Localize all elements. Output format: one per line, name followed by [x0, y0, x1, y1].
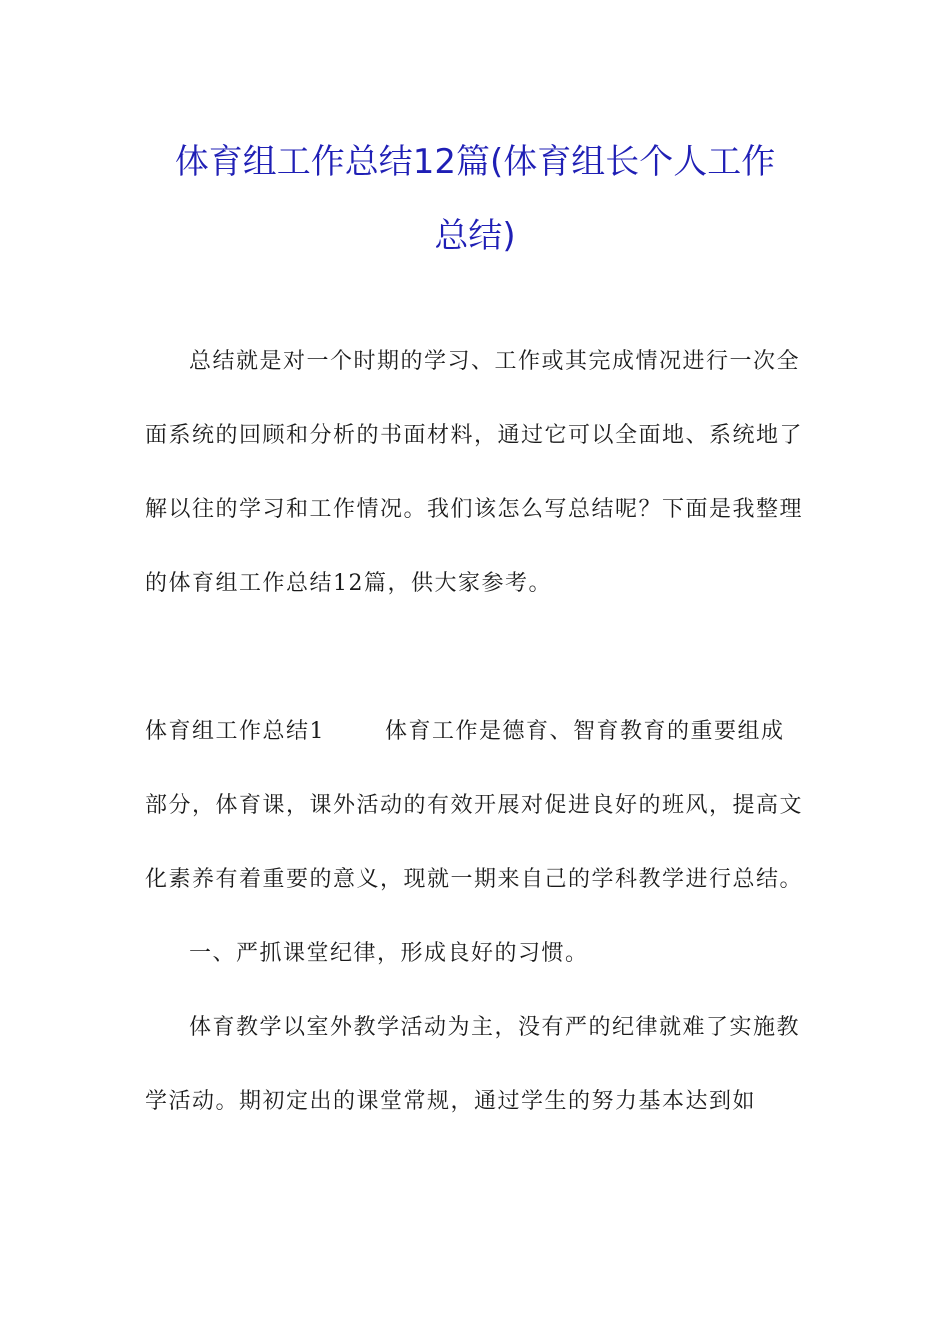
intro-paragraph: 总结就是对一个时期的学习、工作或其完成情况进行一次全面系统的回顾和分析的书面材料，通过它可以全面地、系统地了解以往的学习和工作情况。我们该怎么写总结呢？下面是我整理的体育组工作总结12篇，供大家参考。: [145, 349, 804, 596]
point-1-heading: 一、严抓课堂纪律，形成良好的习惯。: [189, 941, 589, 966]
paragraph-gap: [145, 621, 805, 695]
section-1-text: 体育工作是德育、智育教育的重要组成部分，体育课，课外活动的有效开展对促进良好的班风，提高文化素养有着重要的意义，现就一期来自己的学科教学进行总结。: [145, 719, 804, 892]
section-1-paragraph: [145, 695, 805, 917]
title-line-1: 体育组工作总结12篇(体育组长个人工作: [174, 142, 776, 182]
point-1-paragraph: 体育教学以室外教学活动为主，没有严的纪律就难了实施教学活动。期初定出的课堂常规，通过学生的努力基本达到如: [145, 1015, 801, 1114]
title-line-2: 总结): [434, 216, 516, 256]
section-1-heading: 体育组工作总结1: [145, 719, 325, 744]
document-title: [145, 125, 805, 273]
document-body: [145, 325, 805, 1139]
